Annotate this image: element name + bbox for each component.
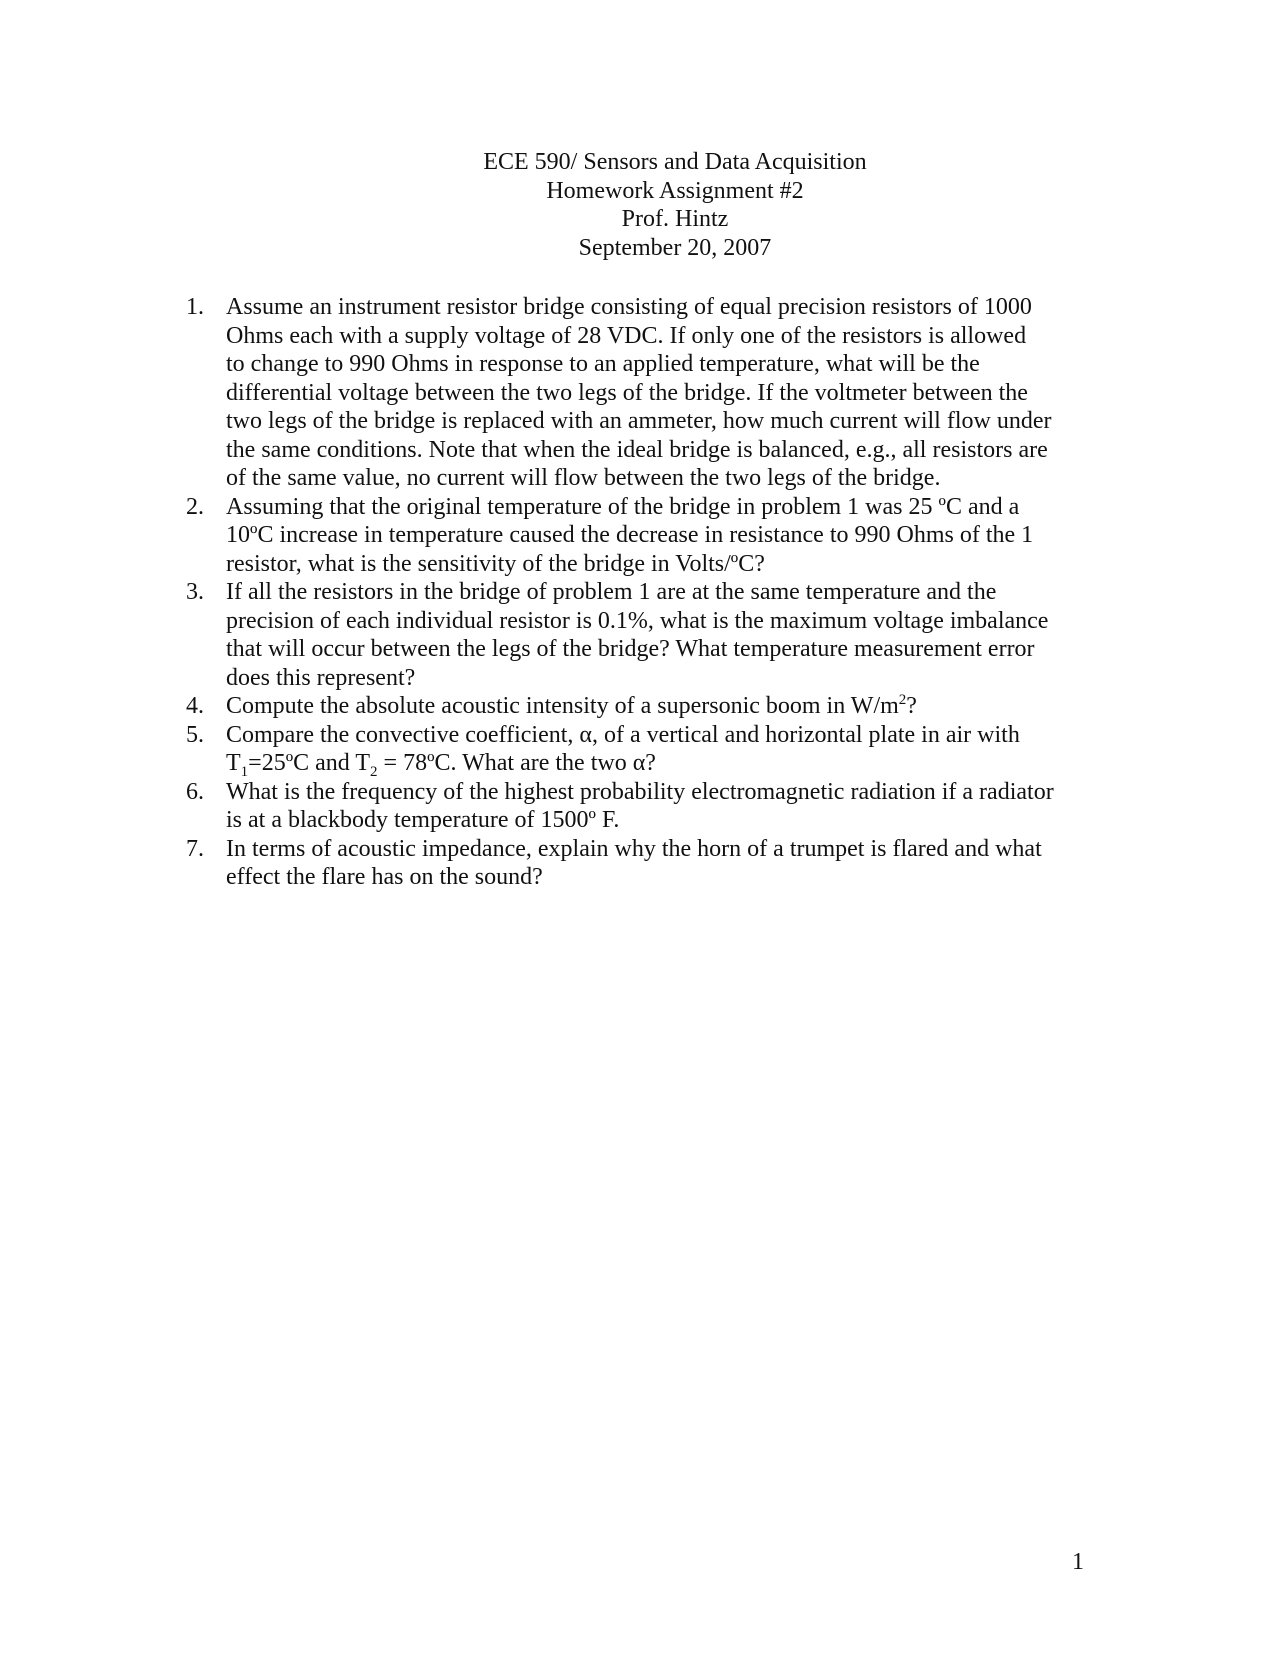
question-text: = 78ºC. What are the two α? <box>377 750 656 776</box>
question-text-line: What is the frequency of the highest probability electromagnetic radiation if a radiator <box>226 778 1054 805</box>
question-text-line: is at a blackbody temperature of 1500º F. <box>226 807 620 833</box>
question-text-line: resistor, what is the sensitivity of the bridge in Volts/ºC? <box>226 550 765 577</box>
question-5 <box>186 721 1086 778</box>
assignment-date: September 20, 2007 <box>578 234 772 261</box>
superscript: 2 <box>898 692 907 708</box>
question-list <box>186 293 1086 892</box>
question-number: 1. <box>186 294 204 320</box>
question-number: 2. <box>186 493 204 520</box>
question-text-line: Assuming that the original temperature of the bridge in problem 1 was 25 ºC and a <box>226 493 1020 520</box>
question-4 <box>186 692 1086 721</box>
question-text-line <box>226 692 1086 721</box>
question-number: 6. <box>186 778 204 805</box>
question-text: ? <box>906 693 917 719</box>
question-text-line: Assume an instrument resistor bridge consisting of equal precision resistors of 1000 <box>226 294 1032 320</box>
question-text-line: Compare the convective coefficient, α, of a vertical and horizontal plate in air with <box>226 721 1020 748</box>
question-number: 7. <box>186 835 204 862</box>
question-text-line: of the same value, no current will flow between the two legs of the bridge. <box>226 465 941 491</box>
course-title: ECE 590/ Sensors and Data Acquisition <box>483 149 867 175</box>
question-text-line: differential voltage between the two legs of the bridge. If the voltmeter between the <box>226 379 1028 406</box>
question-text-line: precision of each individual resistor is 0.1%, what is the maximum voltage imbalance <box>226 607 1049 634</box>
question-number: 5. <box>186 721 204 748</box>
question-text-line <box>226 749 1086 778</box>
subscript: 1 <box>240 763 249 780</box>
question-2 <box>186 493 1086 579</box>
question-text-line: In terms of acoustic impedance, explain why the horn of a trumpet is flared and what <box>226 835 1042 862</box>
question-text: Compute the absolute acoustic intensity of a supersonic boom in W/m <box>226 693 899 719</box>
question-text-line: two legs of the bridge is replaced with an ammeter, how much current will flow under <box>226 408 1052 434</box>
question-3 <box>186 578 1086 692</box>
question-number: 4. <box>186 693 204 719</box>
question-1 <box>186 293 1086 493</box>
question-text-line: to change to 990 Ohms in response to an applied temperature, what will be the <box>226 351 980 377</box>
document-header <box>0 148 1280 262</box>
subscript: 2 <box>370 763 378 780</box>
assignment-title: Homework Assignment #2 <box>546 177 804 204</box>
page-number: 1 <box>1072 1549 1084 1575</box>
question-text-line: the same conditions. Note that when the ideal bridge is balanced, e.g., all resistors are <box>226 436 1048 463</box>
question-text-line: that will occur between the legs of the bridge? What temperature measurement error <box>226 636 1035 662</box>
question-number: 3. <box>186 579 204 605</box>
question-text-line: does this represent? <box>226 664 416 691</box>
question-text: T <box>226 750 241 776</box>
professor-name: Prof. Hintz <box>621 206 729 232</box>
question-7 <box>186 835 1086 892</box>
question-text-line: Ohms each with a supply voltage of 28 VDC. If only one of the resistors is allowed <box>226 322 1027 349</box>
question-text-line: If all the resistors in the bridge of problem 1 are at the same temperature and the <box>226 579 997 605</box>
question-text-line: 10ºC increase in temperature caused the decrease in resistance to 990 Ohms of the 1 <box>226 522 1034 548</box>
question-6 <box>186 778 1086 835</box>
question-text-line: effect the flare has on the sound? <box>226 864 543 890</box>
question-text: =25ºC and T <box>248 750 371 776</box>
